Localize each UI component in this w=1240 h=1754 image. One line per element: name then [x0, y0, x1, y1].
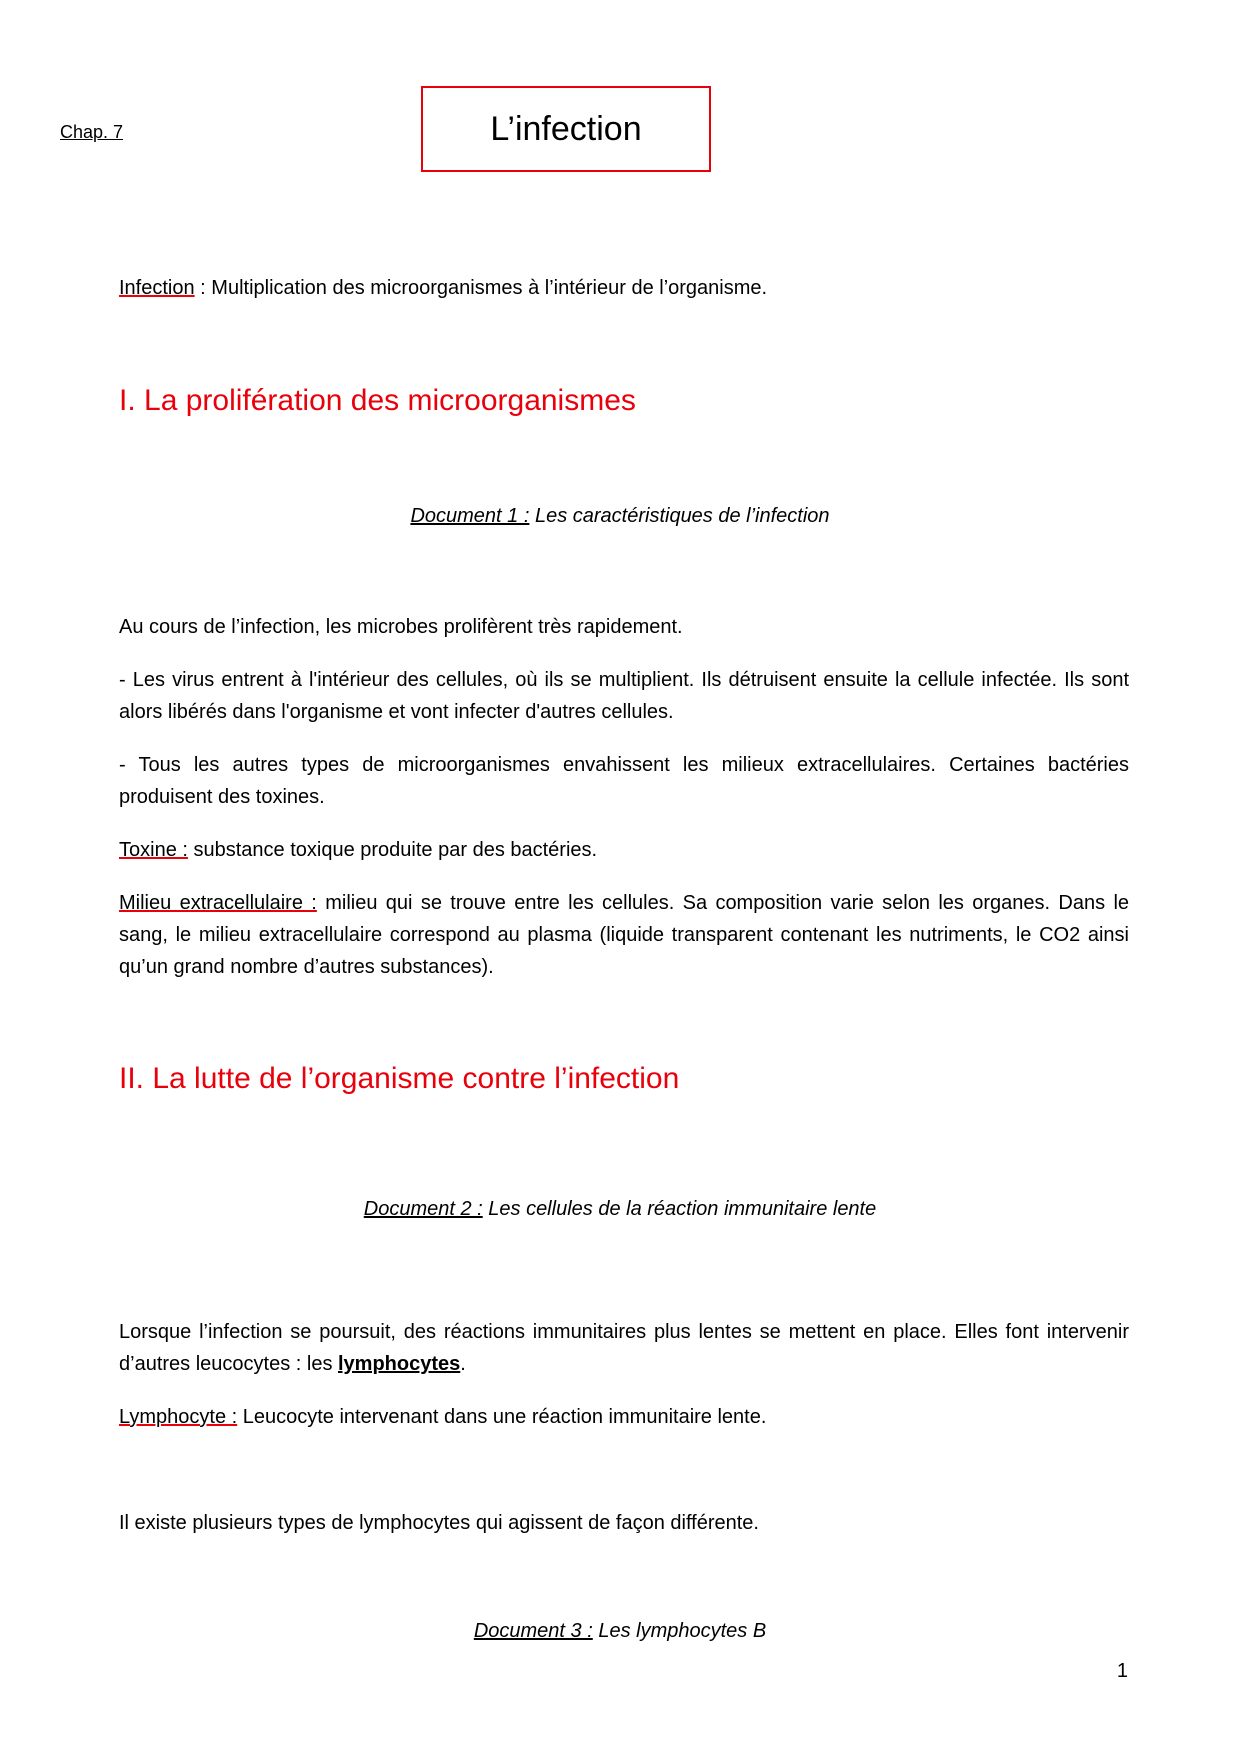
document-3-caption [0, 1620, 1240, 1643]
document-3-label: Document 3 : [473, 1620, 593, 1642]
term-lymphocytes: lymphocytes [338, 1353, 461, 1375]
section-2-paragraph-2: Il existe plusieurs types de lymphocytes qui agissent de façon différente. [119, 1512, 759, 1534]
term-infection: Infection [119, 277, 195, 299]
section-1-paragraph-1: Au cours de l’infection, les microbes prolifèrent très rapidement. [119, 616, 683, 638]
document-2-title: Les cellules de la réaction immunitaire lente [482, 1198, 877, 1220]
document-2-label: Document 2 : [363, 1198, 483, 1220]
page-title-text: L’infection [490, 109, 642, 148]
section-1-paragraph-virus: - Les virus entrent à l'intérieur des cellules, où ils se multiplient. Ils détruisent ensuite la cellule infectée. Ils sont alors libérés dans l'organisme et vont infecter d'autres cellules. [119, 669, 1129, 723]
document-1-title: Les caractéristiques de l’infection [529, 505, 830, 527]
definition-toxine [119, 834, 1129, 866]
term-milieu-extracellulaire: Milieu extracellulaire : [119, 892, 317, 914]
definition-toxine-text: substance toxique produite par des bactéries. [187, 839, 598, 861]
document-1-label: Document 1 : [410, 505, 530, 527]
section-2-paragraph-1 [119, 1316, 1129, 1380]
chapter-label: Chap. 7 [60, 122, 124, 142]
term-toxine: Toxine : [119, 839, 188, 861]
definition-infection [119, 272, 1129, 304]
document-2-caption [0, 1198, 1240, 1221]
definition-lymphocyte [119, 1401, 1129, 1433]
term-lymphocyte: Lymphocyte : [119, 1406, 238, 1428]
document-3-title: Les lymphocytes B [592, 1620, 767, 1642]
definition-lymphocyte-text: Leucocyte intervenant dans une réaction immunitaire lente. [237, 1406, 767, 1428]
page-number: 1 [1116, 1660, 1128, 1682]
section-1-heading: I. La prolifération des microorganismes [119, 384, 636, 417]
definition-infection-text: : Multiplication des microorganismes à l’intérieur de l’organisme. [194, 277, 768, 299]
definition-milieu-extracellulaire [119, 887, 1129, 983]
section-2-paragraph-1-start: Lorsque l’infection se poursuit, des réactions immunitaires plus lentes se mettent en place. Elles font intervenir d’autres leucocytes : les [119, 1321, 1129, 1375]
page-title [421, 86, 711, 172]
section-2-paragraph-1-end: . [460, 1353, 466, 1375]
document-1-caption [0, 505, 1240, 528]
definition-milieu-text: milieu qui se trouve entre les cellules. Sa composition varie selon les organes. Dans le sang, le milieu extracellulaire correspond au plasma (liquide transparent contenant les nutriments, le CO2 ainsi qu’un grand nombre d’autres substances). [119, 892, 1130, 978]
section-1-paragraph-microorganisms: - Tous les autres types de microorganismes envahissent les milieux extracellulaires. Certaines bactéries produisent des toxines. [119, 754, 1129, 808]
section-2-heading: II. La lutte de l’organisme contre l’infection [119, 1062, 680, 1095]
